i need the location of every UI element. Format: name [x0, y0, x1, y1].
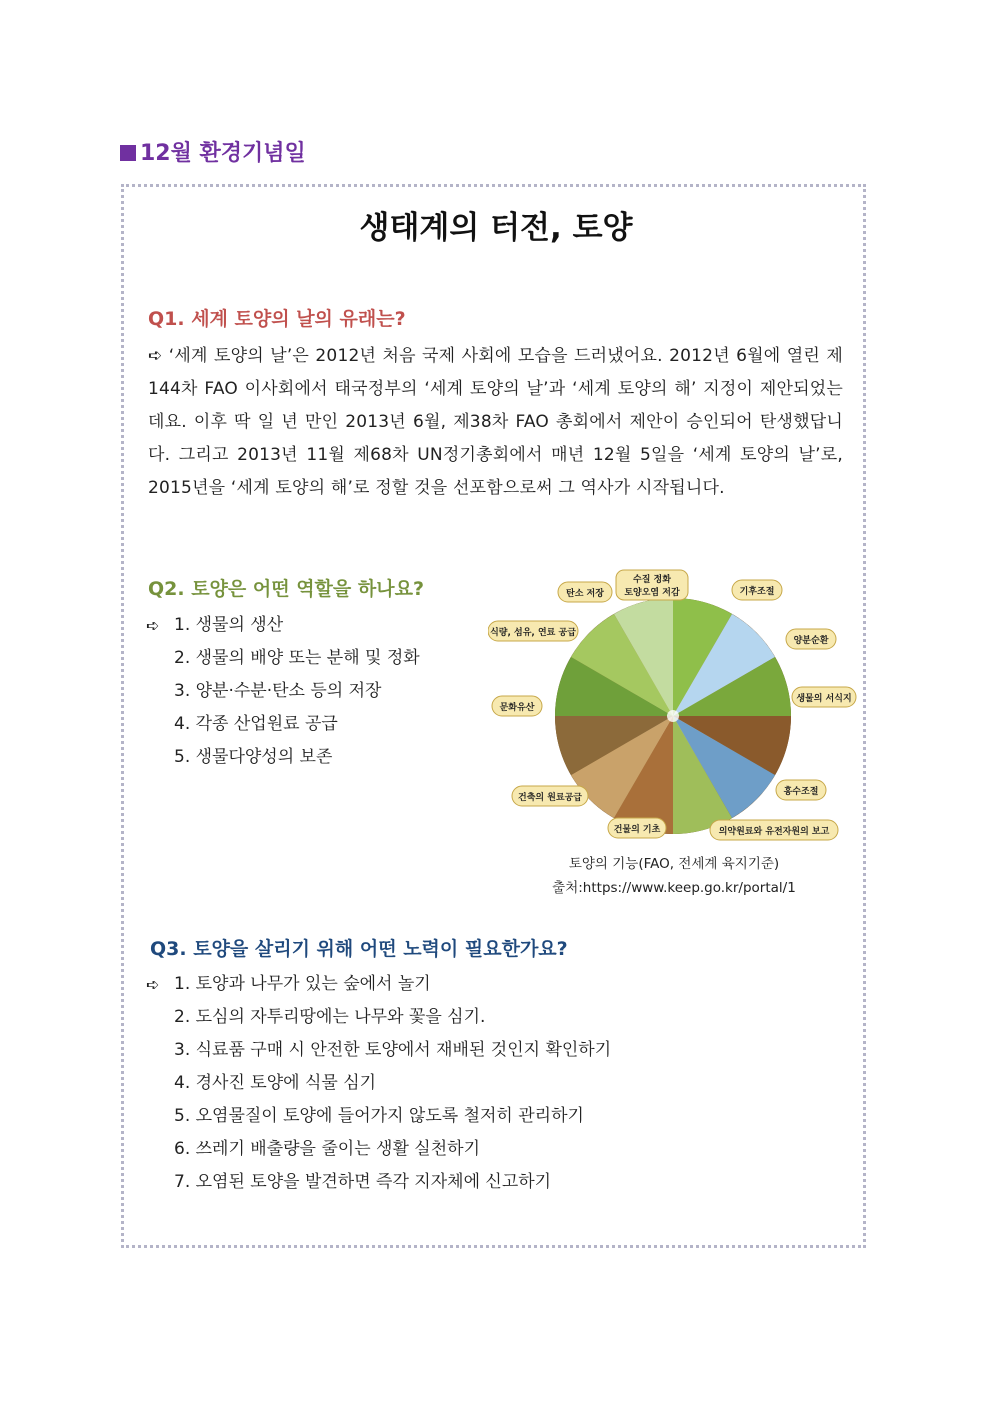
list-item: 5. 오염물질이 토양에 들어가지 않도록 철저히 관리하기 [174, 1106, 584, 1126]
label-nutrient: 양분순환 [793, 636, 829, 646]
list-item: 3. 양분·수분·탄소 등의 저장 [174, 681, 382, 701]
arrow-icon: ➪ [146, 975, 160, 994]
list-item: ➪ 1. 생물의 생산 [174, 609, 420, 642]
label-climate: 기후조절 [739, 587, 775, 597]
answer-3-list [146, 968, 612, 1199]
list-item: 4. 경사진 토양에 식물 심기 [174, 1073, 377, 1093]
label-habitat: 생물의 서식지 [796, 694, 852, 704]
label-building: 건축의 원료공급 [518, 793, 582, 803]
question-2: Q2. 토양은 어떤 역할을 하나요? [148, 578, 424, 600]
soil-functions-wheel [488, 566, 860, 848]
question-3: Q3. 토양을 살리기 위해 어떤 노력이 필요한가요? [150, 938, 568, 960]
soil-functions-figure [488, 566, 860, 848]
page-title: 생태계의 터전, 토양 [359, 210, 633, 246]
label-culture: 문화유산 [499, 703, 535, 713]
list-item: 7. 오염된 토양을 발견하면 즉각 지자체에 신고하기 [174, 1172, 552, 1192]
label-flood: 홍수조절 [783, 787, 819, 797]
question-1: Q1. 세계 토양의 날의 유래는? [148, 308, 406, 330]
label-water-1: 수질 정화 [633, 575, 671, 585]
figure-caption: 토양의 기능(FAO, 전세계 육지기준) [568, 856, 780, 872]
section-header [120, 136, 306, 167]
label-food: 식량, 섬유, 연료 공급 [490, 628, 576, 638]
section-header-label: 12월 환경기념일 [140, 141, 306, 166]
list-item: 2. 생물의 배양 또는 분해 및 정화 [174, 648, 420, 668]
list-item: 5. 생물다양성의 보존 [174, 747, 333, 767]
list-item: 2. 도심의 자투리땅에는 나무와 꽃을 심기. [174, 1007, 486, 1027]
list-item: 3. 식료품 구매 시 안전한 토양에서 재배된 것인지 확인하기 [174, 1040, 612, 1060]
figure-source: 출처:https://www.keep.go.kr/portal/1 [552, 880, 796, 896]
arrow-icon: ➪ [146, 616, 160, 635]
answer-2-list [146, 609, 420, 774]
label-foundation: 건물의 기초 [613, 825, 661, 835]
square-bullet-icon [120, 145, 136, 161]
label-medicine: 의약원료와 유전자원의 보고 [718, 827, 830, 837]
label-carbon: 탄소 저장 [566, 589, 604, 599]
list-item: 6. 쓰레기 배출량을 줄이는 생활 실천하기 [174, 1139, 480, 1159]
answer-1-paragraph: ➪ ‘세계 토양의 날’은 2012년 처음 국제 사회에 모습을 드러냈어요. 2012년 6월에 열린 제144차 FAO 이사회에서 태국정부의 ‘세계 토양의 날’과 ‘세계 토양의 해’ 지정이 제안되었는데요. 이후 딱 일 년 만인 2013년 6월, 제38차 FAO 총회에서 제안이 승인되어 탄생했답니다. 그리고 2013년 11월 제68차 UN정기총회에서 매년 12월 5일을 ‘세계 토양의 날’로, 2015년을 ‘세계 토양의 해’로 정할 것을 선포함으로써 그 역사가 시작됩니다. [148, 346, 843, 498]
list-item: 4. 각종 산업원료 공급 [174, 714, 338, 734]
label-water-2: 토양오염 저감 [624, 588, 680, 598]
list-item: ➪ 1. 토양과 나무가 있는 숲에서 놀기 [174, 968, 611, 1001]
wheel-center [667, 710, 679, 722]
